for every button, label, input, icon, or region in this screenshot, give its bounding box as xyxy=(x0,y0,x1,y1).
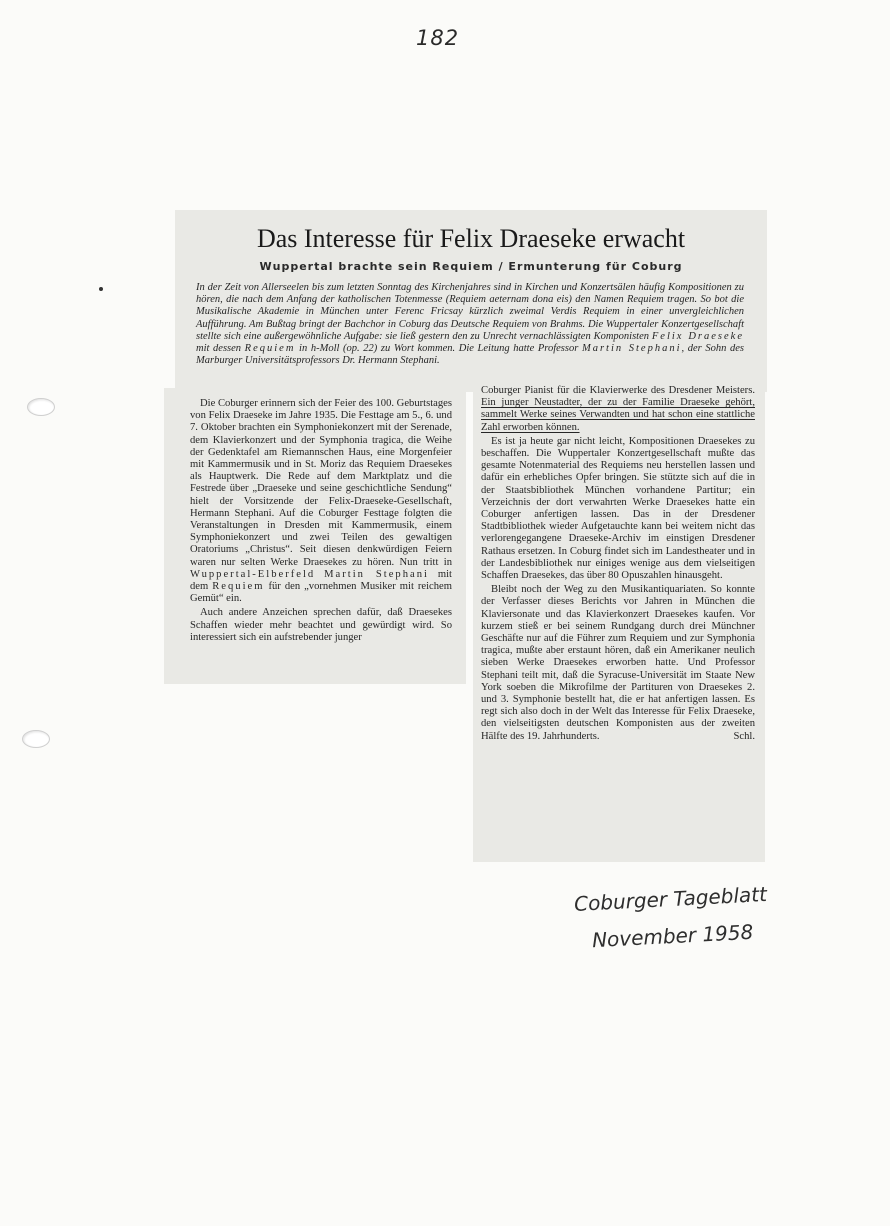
handwritten-source: Coburger Tageblatt xyxy=(573,881,768,917)
article-intro xyxy=(196,282,744,367)
left-paragraph-1 xyxy=(190,398,452,605)
intro-text-1: In der Zeit von Allerseelen bis zum letzten Sonntag des Kirchenjahres sind in Kirchen und Konzertsälen häufig Kompositionen zu hören, die nach dem Anfang der katholischen Totenmesse (Requiem aeternam dona eis) den Namen Requiem tragen. So bot die Musikalische Akademie in München unter Ferenc Fricsay kürzlich zweimal Verdis Requiem in einer unvergleichlichen Aufführung. Am Bußtag bringt der Bachchor in Coburg das Deutsche Requiem von Brahms. Die Wuppertaler Konzertgesellschaft stellte sich eine außergewöhnliche Aufgabe: sie ließ gestern den zu Unrecht vernachlässigten Komponisten xyxy=(196,282,744,342)
intro-text-3: in h-Moll (op. 22) zu Wort kommen. Die Leitung hatte Professor xyxy=(295,343,582,355)
article-byline: Schl. xyxy=(733,730,755,742)
handwritten-date: November 1958 xyxy=(591,919,754,953)
punch-hole-upper xyxy=(27,398,55,416)
ink-dot xyxy=(99,287,103,291)
right-paragraph-1 xyxy=(481,385,755,434)
article-headline: Das Interesse für Felix Draeseke erwacht xyxy=(256,224,686,253)
article-subheadline: Wuppertal brachte sein Requiem / Ermunterung für Coburg xyxy=(259,260,683,273)
article-left-column xyxy=(190,398,452,644)
right-underlined-passage: Ein junger Neustadter, der zu der Familie Draeseke gehört, sammelt Werke seines Verwandten und hat schon eine stattliche Zahl erworben können. xyxy=(481,397,755,433)
intro-composer-name: Felix Draeseke xyxy=(651,330,744,342)
left-text-1c: mit dem xyxy=(190,568,452,593)
intro-conductor-name: Martin Stephani xyxy=(581,343,682,355)
left-work: Requiem xyxy=(212,581,265,593)
left-text-1d: für den „vornehmen Musiker mit reichem Gemüt“ ein. xyxy=(190,581,452,605)
left-paragraph-2: Auch andere Anzeichen sprechen dafür, daß Draesekes Schaffen wieder mehr beachtet und gewürdigt wird. So interessiert sich ein aufstrebender junger xyxy=(190,607,452,643)
left-text-1a: Die Coburger erinnern sich der Feier des 100. Geburtstages von Felix Draeseke im Jahre 1935. Die Festtage am 5., 6. und 7. Oktober brachten ein Symphoniekonzert mit der Serenade, dem Klavierkonzert und der Symphonia tragica, die Weihe der Gedenktafel am Riemannschen Haus, eine Morgenfeier mit Kammermusik und in St. Moriz das Requiem Draesekes als Hauptwerk. Die Rede auf dem Marktplatz und die Festrede über „Draeseke und seine geschichtliche Sendung“ hielt der Vorsitzende der Felix-Draeseke-Gesellschaft, Hermann Stephani. Auf die Coburger Festtage folgten die Veranstaltungen in Dresden mit Kammermusik, einem Symphoniekonzert und zwei Teilen des gewaltigen Oratoriums „Christus“. Seit diesen denkwürdigen Feiern waren nur selten Werke Draesekes zu hören. Nun tritt in xyxy=(190,398,452,568)
intro-work-title: Requiem xyxy=(244,343,296,355)
left-text-1b xyxy=(315,569,324,580)
right-paragraph-2: Es ist ja heute gar nicht leicht, Kompositionen Draesekes zu beschaffen. Die Wuppertaler Konzertgesellschaft mußte das gesamte Notenmaterial des Requiems neu herstellen lassen und dafür ein erhebliches Opfer bringen. Sie stützte sich auf die in der Staatsbibliothek München vorhandene Partitur; ein Verzeichnis der dort verwahrten Werke Draesekes hatte ein Coburger anfertigen lassen. Das in der Dresdener Stadtbibliothek wieder Aufgetauchte kann bei weitem nicht das verlorengegangene Draeseke-Archiv im einstigen Dresdener Rathaus ersetzen. In Coburg findet sich im Landestheater und in der Landesbibliothek nur einiges wenige aus dem vielseitigen Schaffen Draesekes, das über 80 Opuszahlen hinausgeht. xyxy=(481,435,755,582)
intro-text-2: mit dessen xyxy=(196,343,245,355)
right-text-1a: Coburger Pianist für die Klavierwerke des Dresdener Meisters. xyxy=(481,385,755,396)
punch-hole-lower xyxy=(22,730,50,748)
article-right-column xyxy=(481,385,755,743)
intro-text-4: , der Sohn des Marburger Universitätsprofessors Dr. Hermann Stephani. xyxy=(196,343,744,367)
left-conductor: Martin Stephani xyxy=(324,568,429,580)
left-city: Wuppertal-Elberfeld xyxy=(190,568,316,580)
right-paragraph-3: Bleibt noch der Weg zu den Musikantiquariaten. So konnte der Verfasser dieses Berichts vor Jahren in München die Klaviersonate und das Klavierkonzert Draesekes kaufen. Vor kurzem stieß er bei seinem Rundgang durch drei Münchner Geschäfte nur auf die Führer zum Requiem und zur Symphonia tragica, mußte aber erstaunt hören, daß ein Amerikaner neulich sieben Werke Draesekes erworben hatte. Und Professor Stephani teilt mit, daß die Syracuse-Universität im Staate New York soeben die Mikrofilme der Partituren von Draesekes 2. und 3. Symphonie bestellt hat, die er hat anfertigen lassen. Es regt sich also doch in der Welt das Interesse für Felix Draeseke, den vielseitigsten deutschen Komponisten aus der zweiten Hälfte des 19. Jahrhunderts. xyxy=(481,584,755,742)
page-number: 182 xyxy=(416,26,460,50)
